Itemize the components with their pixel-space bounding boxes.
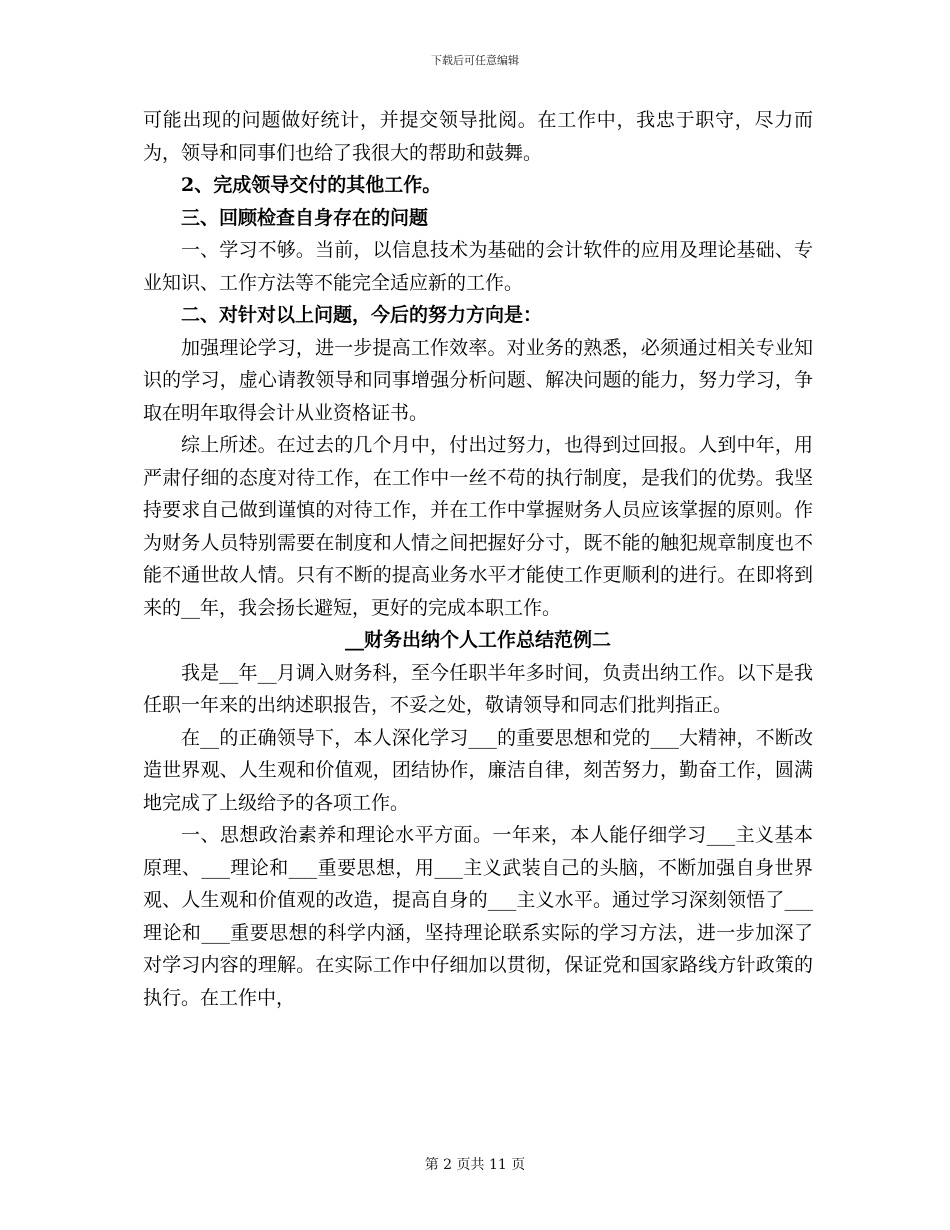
paragraph-introduction: 我是__年__月调入财务科，至今任职半年多时间，负责出纳工作。以下是我任职一年来的出纳述职报告，不妥之处，敬请领导和同志们批判指正。 [143, 661, 813, 716]
heading-complete-other-work: 2、完成领导交付的其他工作。 [181, 174, 442, 196]
heading-review-problems: 三、回顾检查自身存在的问题 [181, 206, 429, 229]
section-title-example-two: __财务出纳个人工作总结范例二 [344, 629, 611, 651]
page-header: 下载后可任意编辑 [431, 54, 519, 67]
paragraph-strengthen-study: 加强理论学习，进一步提高工作效率。对业务的熟悉，必须通过相关专业知识的学习，虚心请教领导和同事增强分析问题、解决问题的能力，努力学习，争取在明年取得会计从业资格证书。 [143, 336, 813, 424]
heading-improvement-direction: 二、对针对以上问题，今后的努力方向是： [181, 304, 543, 326]
page-number-footer: 第 2 页共 11 页 [424, 1157, 526, 1173]
paragraph-summary: 综上所述。在过去的几个月中，付出过努力，也得到过回报。人到中年，用严肃仔细的态度对待工作，在工作中一丝不苟的执行制度，是我们的优势。我坚持要求自己做到谨慎的对待工作，并在工作中掌握财务人员应该掌握的原则。作为财务人员特别需要在制度和人情之间把握好分寸，既不能的触犯规章制度也不能不通世故人情。只有不断的提高业务水平才能使工作更顺利的进行。在即将到来的__年，我会扬长避短，更好的完成本职工作。 [143, 434, 813, 619]
paragraph-leadership: 在__的正确领导下，本人深化学习___的重要思想和党的___大精神，不断改造世界观、人生观和价值观，团结协作，廉洁自律，刻苦努力，勤奋工作，圆满地完成了上级给予的各项工作。 [143, 726, 813, 814]
paragraph-insufficient-learning: 一、学习不够。当前，以信息技术为基础的会计软件的应用及理论基础、专业知识、工作方法等不能完全适应新的工作。 [143, 239, 813, 294]
document-body [143, 104, 813, 1014]
paragraph-continuation: 可能出现的问题做好统计，并提交领导批阅。在工作中，我忠于职守，尽力而为，领导和同事们也给了我很大的帮助和鼓舞。 [143, 109, 813, 164]
paragraph-political-theory: 一、思想政治素养和理论水平方面。一年来，本人能仔细学习___主义基本原理、___理论和___重要思想，用___主义武装自己的头脑，不断加强自身世界观、人生观和价值观的改造，提高自身的___主义水平。通过学习深刻领悟了___理论和___重要思想的科学内涵，坚持理论联系实际的学习方法，进一步加深了对学习内容的理解。在实际工作中仔细加以贯彻，保证党和国家路线方针政策的执行。在工作中， [143, 824, 813, 1009]
